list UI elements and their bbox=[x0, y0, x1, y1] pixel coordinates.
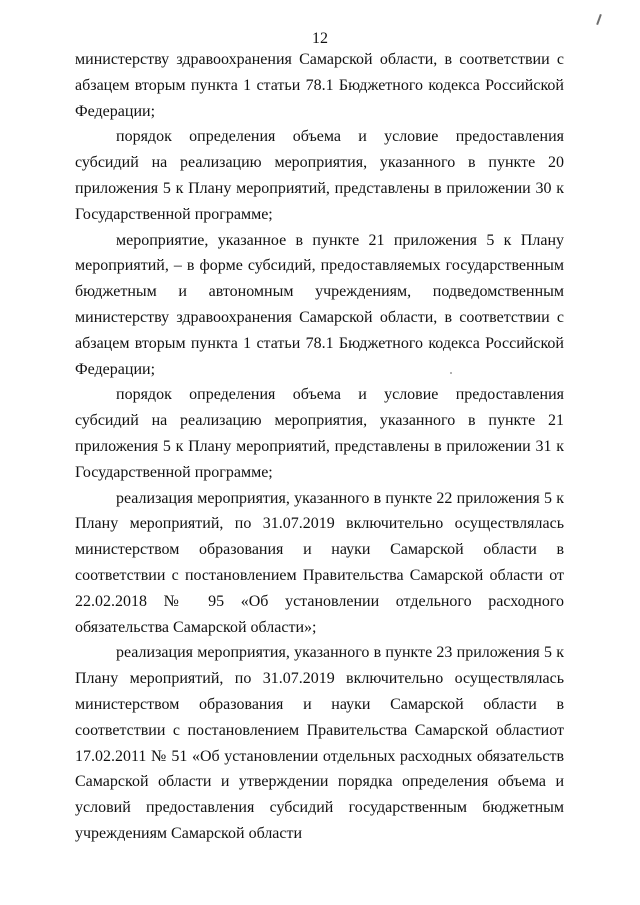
paragraph-1-continuation: министерству здравоохранения Самарской области, в соответствии с абзацем вторым пункта 1 статьи 78.1 Бюджетного кодекса Российской Федерации; bbox=[75, 51, 564, 120]
page-number: 12 bbox=[312, 30, 328, 47]
paragraph-3: мероприятие, указанное в пункте 21 приложения 5 к Плану мероприятий, – в форме субсидий, предоставляемых государственным бюджетным и автономным учреждениям, подведомственным министерству здравоохранения Самарской области, в соответствии с абзацем вторым пункта 1 статьи 78.1 Бюджетного кодекса Российской Федерации; bbox=[75, 231, 564, 378]
scan-artifact-mark bbox=[596, 14, 602, 25]
paragraph-2: порядок определения объема и условие предоставления субсидий на реализацию мероприятия, указанного в пункте 20 приложения 5 к Плану мероприятий, представлены в приложении 30 к Государственной программе; bbox=[75, 128, 564, 223]
paragraph-4: порядок определения объема и условие предоставления субсидий на реализацию мероприятия, указанного в пункте 21 приложения 5 к Плану мероприятий, представлены в приложении 31 к Государственной программе; bbox=[75, 386, 564, 481]
paragraph-5: реализация мероприятия, указанного в пункте 22 приложения 5 к Плану мероприятий, по 31.07.2019 включительно осуществлялась министерством образования и науки Самарской области в соответствии с постановлением Правительства Самарской области от 22.02.2018 № 95 «Об установлении отдельного расходного обязательства Самарской области»; bbox=[75, 489, 564, 636]
document-body bbox=[75, 47, 564, 847]
paragraph-6: реализация мероприятия, указанного в пункте 23 приложения 5 к Плану мероприятий, по 31.07.2019 включительно осуществлялась министерством образования и науки Самарской области в соответствии с постановлением Правительства Самарской областиот 17.02.2011 № 51 «Об установлении отдельных расходных обязательств Самарской области и утверждении порядка определения объема и условий предоставления субсидий государственным бюджетным учреждениям Самарской области bbox=[75, 644, 564, 842]
